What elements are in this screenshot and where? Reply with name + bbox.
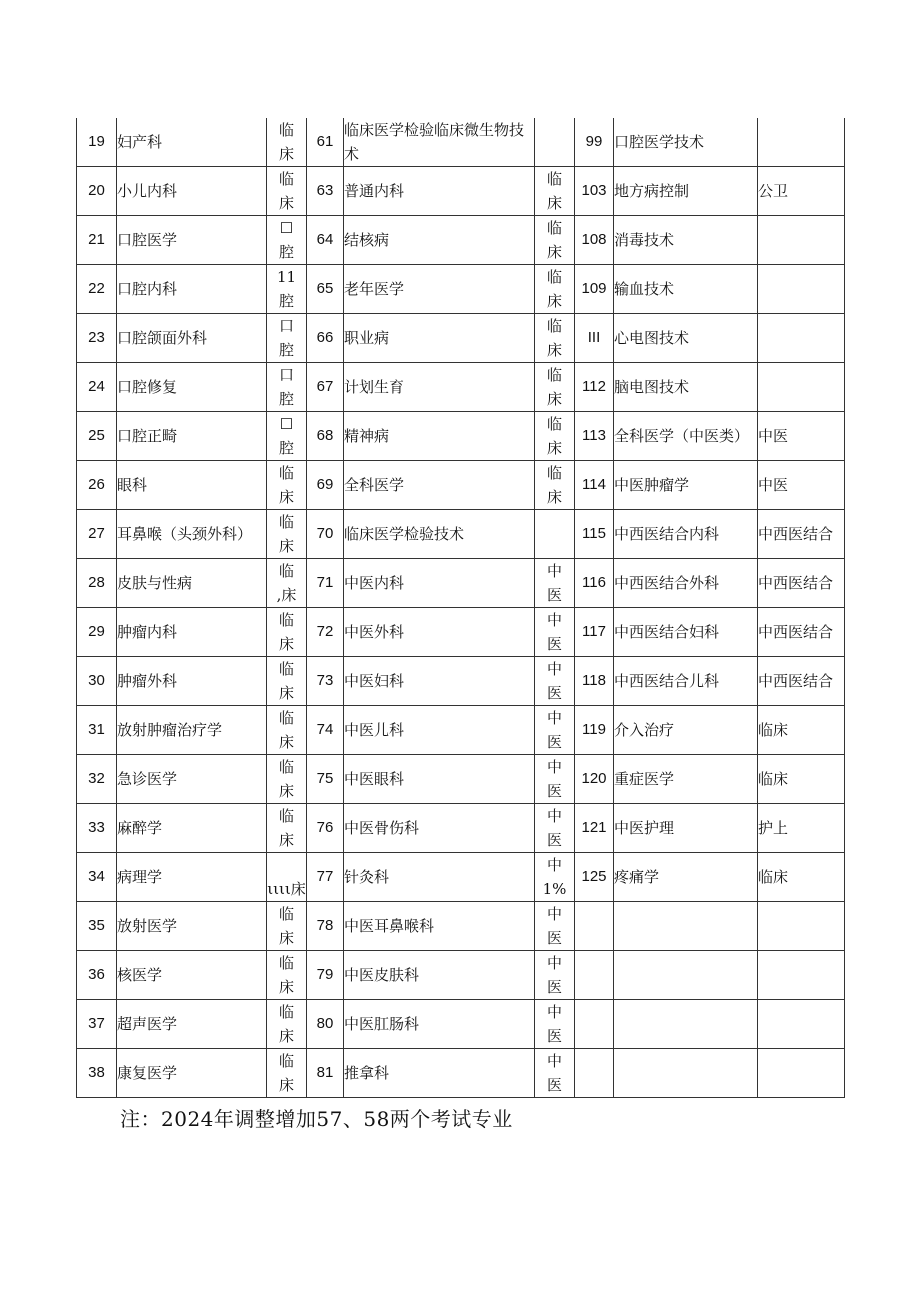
category [758, 951, 845, 1000]
exam-number: 74 [307, 706, 344, 755]
category [535, 657, 575, 706]
category-line: 床 [278, 782, 294, 800]
category [267, 608, 307, 657]
specialty-name: 口腔医学技术 [614, 118, 758, 167]
category-line: 医 [546, 684, 562, 702]
specialty-name [614, 951, 758, 1000]
category [267, 902, 307, 951]
exam-number [575, 902, 614, 951]
specialty-name: 肿瘤内科 [117, 608, 267, 657]
category-line: ιιιι床 [267, 880, 306, 898]
category-line: 床 [546, 439, 562, 457]
category-line: ☐ [279, 219, 294, 237]
exam-number: 70 [307, 510, 344, 559]
specialty-name: 地方病控制 [614, 167, 758, 216]
specialty-table [76, 118, 845, 1098]
category-line: 医 [546, 831, 562, 849]
exam-number: 72 [307, 608, 344, 657]
category-line: 临 [278, 121, 294, 139]
exam-number: 68 [307, 412, 344, 461]
specialty-name: 计划生育 [344, 363, 535, 412]
table-row [77, 314, 845, 363]
category-line: 临 [278, 464, 294, 482]
exam-number: 35 [77, 902, 117, 951]
exam-number: 66 [307, 314, 344, 363]
category [758, 902, 845, 951]
category-line: 床 [278, 488, 294, 506]
exam-number: 120 [575, 755, 614, 804]
footnote: 注：2024年调整增加57、58两个考试专业 [120, 1107, 513, 1131]
exam-number: 29 [77, 608, 117, 657]
category-line: 中 [546, 1052, 562, 1070]
exam-number [575, 1000, 614, 1049]
table-row [77, 951, 845, 1000]
exam-number: 33 [77, 804, 117, 853]
table-row [77, 706, 845, 755]
category [535, 265, 575, 314]
category-line: 临 [546, 415, 562, 433]
category-line [267, 853, 306, 877]
category: 中西医结合 [758, 510, 845, 559]
specialty-name: 核医学 [117, 951, 267, 1000]
category-line: 床 [278, 145, 294, 163]
exam-number: 24 [77, 363, 117, 412]
exam-number: 30 [77, 657, 117, 706]
table-row [77, 412, 845, 461]
specialty-name: 口腔修复 [117, 363, 267, 412]
exam-number: 77 [307, 853, 344, 902]
category-line: 医 [546, 635, 562, 653]
category-line: 医 [546, 586, 562, 604]
category [535, 755, 575, 804]
specialty-name: 介入治疗 [614, 706, 758, 755]
table-row [77, 363, 845, 412]
specialty-name: 耳鼻喉（头颈外科） [117, 510, 267, 559]
exam-number: 112 [575, 363, 614, 412]
category-line: 床 [546, 341, 562, 359]
specialty-name: 超声医学 [117, 1000, 267, 1049]
specialty-name: 疼痛学 [614, 853, 758, 902]
exam-number: 78 [307, 902, 344, 951]
category [535, 510, 575, 559]
category-line [535, 510, 574, 534]
specialty-name: 中西医结合内科 [614, 510, 758, 559]
category-line: 口 [278, 366, 294, 384]
category-line: 11 [276, 268, 297, 286]
category [267, 853, 307, 902]
category-line: 口 [278, 317, 294, 335]
specialty-name: 针灸科 [344, 853, 535, 902]
exam-number: 125 [575, 853, 614, 902]
category-line: 中 [546, 807, 562, 825]
exam-number: 116 [575, 559, 614, 608]
specialty-name: 临床医学检验临床微生物技术 [344, 118, 535, 167]
exam-number: 118 [575, 657, 614, 706]
exam-number: 71 [307, 559, 344, 608]
category-line: 临 [546, 170, 562, 188]
specialty-name: 消毒技术 [614, 216, 758, 265]
category-line: 床 [278, 684, 294, 702]
category-line: 临 [278, 709, 294, 727]
category [758, 265, 845, 314]
category [535, 461, 575, 510]
exam-number: 119 [575, 706, 614, 755]
category-line: 医 [546, 929, 562, 947]
exam-number: 36 [77, 951, 117, 1000]
exam-number: 76 [307, 804, 344, 853]
specialty-name: 妇产科 [117, 118, 267, 167]
exam-number: 34 [77, 853, 117, 902]
category-line: 临 [278, 954, 294, 972]
exam-number: 117 [575, 608, 614, 657]
specialty-name: 康复医学 [117, 1049, 267, 1098]
category-line: 临 [278, 758, 294, 776]
exam-number: 38 [77, 1049, 117, 1098]
specialty-name: 心电图技术 [614, 314, 758, 363]
exam-number: 61 [307, 118, 344, 167]
category-line: 医 [546, 782, 562, 800]
exam-number: 23 [77, 314, 117, 363]
category [758, 363, 845, 412]
category [267, 265, 307, 314]
category [267, 510, 307, 559]
specialty-name: 中医眼科 [344, 755, 535, 804]
exam-number [575, 1049, 614, 1098]
specialty-name: 中医皮肤科 [344, 951, 535, 1000]
category [267, 559, 307, 608]
category-line [535, 142, 574, 166]
category-line: 床 [278, 733, 294, 751]
exam-number: 37 [77, 1000, 117, 1049]
specialty-name [614, 1000, 758, 1049]
category [758, 216, 845, 265]
category-line: 腔 [278, 341, 294, 359]
specialty-name [614, 1049, 758, 1098]
category [267, 461, 307, 510]
category-line: 床 [546, 194, 562, 212]
category-line: 临 [546, 219, 562, 237]
specialty-name: 结核病 [344, 216, 535, 265]
category [267, 412, 307, 461]
category-line: 床 [546, 292, 562, 310]
table-row [77, 1049, 845, 1098]
specialty-name: 放射肿瘤治疗学 [117, 706, 267, 755]
specialty-name: 脑电图技术 [614, 363, 758, 412]
category-line: 临 [546, 464, 562, 482]
category [267, 1000, 307, 1049]
category-line: 临 [278, 905, 294, 923]
category: 中医 [758, 461, 845, 510]
category-line: 中 [546, 611, 562, 629]
category [535, 559, 575, 608]
category-line: 临 [278, 170, 294, 188]
exam-number: 63 [307, 167, 344, 216]
specialty-name: 中西医结合儿科 [614, 657, 758, 706]
category [267, 118, 307, 167]
exam-number: 25 [77, 412, 117, 461]
specialty-name: 中医外科 [344, 608, 535, 657]
category-line: 临 [278, 1052, 294, 1070]
category-line: 腔 [278, 292, 294, 310]
specialty-name: 重症医学 [614, 755, 758, 804]
exam-number: 28 [77, 559, 117, 608]
category [535, 608, 575, 657]
category-line: 床 [278, 831, 294, 849]
specialty-name: 老年医学 [344, 265, 535, 314]
table-row [77, 608, 845, 657]
exam-number: 21 [77, 216, 117, 265]
specialty-name: 普通内科 [344, 167, 535, 216]
specialty-name: 麻醉学 [117, 804, 267, 853]
exam-number: 108 [575, 216, 614, 265]
category [535, 216, 575, 265]
specialty-name: 口腔颌面外科 [117, 314, 267, 363]
exam-number: 79 [307, 951, 344, 1000]
exam-number: 75 [307, 755, 344, 804]
category-line: 腔 [278, 390, 294, 408]
category [535, 167, 575, 216]
category [267, 167, 307, 216]
exam-number: 81 [307, 1049, 344, 1098]
category-line: 1% [542, 880, 567, 898]
category-line: 床 [546, 243, 562, 261]
exam-number: 32 [77, 755, 117, 804]
specialty-name: 全科医学（中医类） [614, 412, 758, 461]
table-row [77, 755, 845, 804]
category [267, 363, 307, 412]
specialty-name [614, 902, 758, 951]
specialty-name: 皮肤与性病 [117, 559, 267, 608]
category [267, 706, 307, 755]
category-line: 中 [546, 660, 562, 678]
category [267, 755, 307, 804]
category [535, 118, 575, 167]
exam-number: 103 [575, 167, 614, 216]
table-row [77, 1000, 845, 1049]
category-line: 床 [546, 390, 562, 408]
category [535, 853, 575, 902]
category-line: 床 [278, 537, 294, 555]
category: 中西医结合 [758, 608, 845, 657]
specialty-name: 放射医学 [117, 902, 267, 951]
category-line: 中 [546, 709, 562, 727]
table-row [77, 510, 845, 559]
category-line: 临 [278, 611, 294, 629]
category-line: 医 [546, 1076, 562, 1094]
specialty-name: 中西医结合妇科 [614, 608, 758, 657]
category-line: 临 [546, 317, 562, 335]
category [267, 804, 307, 853]
category-line: 中 [546, 905, 562, 923]
table-row [77, 902, 845, 951]
specialty-name: 肿瘤外科 [117, 657, 267, 706]
category-line: 医 [546, 733, 562, 751]
specialty-name: 中医儿科 [344, 706, 535, 755]
exam-number: 80 [307, 1000, 344, 1049]
category: 中医 [758, 412, 845, 461]
specialty-name: 中西医结合外科 [614, 559, 758, 608]
table-row [77, 804, 845, 853]
category-line: 医 [546, 978, 562, 996]
category-line: 床 [278, 635, 294, 653]
category-line: 中 [546, 1003, 562, 1021]
category [535, 412, 575, 461]
category [535, 902, 575, 951]
table-row [77, 657, 845, 706]
exam-number: 115 [575, 510, 614, 559]
exam-number: 64 [307, 216, 344, 265]
table-row [77, 167, 845, 216]
category [758, 314, 845, 363]
specialty-name: 小儿内科 [117, 167, 267, 216]
table-row [77, 461, 845, 510]
specialty-name: 中医护理 [614, 804, 758, 853]
category [267, 1049, 307, 1098]
category [535, 804, 575, 853]
table-row [77, 265, 845, 314]
specialty-name: 中医骨伤科 [344, 804, 535, 853]
category [267, 657, 307, 706]
exam-number: 26 [77, 461, 117, 510]
specialty-name: 输血技术 [614, 265, 758, 314]
category-line: ,床 [276, 586, 297, 604]
category: 中西医结合 [758, 657, 845, 706]
table-row [77, 216, 845, 265]
table-row [77, 118, 845, 167]
category-line: 临 [278, 807, 294, 825]
category [535, 363, 575, 412]
exam-number: 19 [77, 118, 117, 167]
category-line: 床 [278, 978, 294, 996]
category-line: 临 [278, 513, 294, 531]
category: 临床 [758, 755, 845, 804]
category-line: 腔 [278, 243, 294, 261]
category [535, 706, 575, 755]
exam-number: 20 [77, 167, 117, 216]
exam-number: 73 [307, 657, 344, 706]
category-line: 临 [546, 366, 562, 384]
table-row [77, 559, 845, 608]
specialty-name: 职业病 [344, 314, 535, 363]
category-line: 中 [546, 758, 562, 776]
category [267, 951, 307, 1000]
category-line: 床 [278, 1027, 294, 1045]
specialty-name: 精神病 [344, 412, 535, 461]
category-line: 临 [278, 660, 294, 678]
exam-number: 22 [77, 265, 117, 314]
specialty-name: 临床医学检验技术 [344, 510, 535, 559]
category [267, 216, 307, 265]
category [535, 951, 575, 1000]
category-line: 医 [546, 1027, 562, 1045]
exam-number: 121 [575, 804, 614, 853]
exam-number [575, 951, 614, 1000]
specialty-name: 中医内科 [344, 559, 535, 608]
specialty-name: 推拿科 [344, 1049, 535, 1098]
category [535, 1049, 575, 1098]
exam-number: 113 [575, 412, 614, 461]
specialty-name: 眼科 [117, 461, 267, 510]
category-line: 床 [278, 1076, 294, 1094]
exam-number: 67 [307, 363, 344, 412]
specialty-name: 急诊医学 [117, 755, 267, 804]
specialty-name: 口腔医学 [117, 216, 267, 265]
specialty-name: 中医肛肠科 [344, 1000, 535, 1049]
exam-number: 114 [575, 461, 614, 510]
specialty-name: 口腔正畸 [117, 412, 267, 461]
exam-number: 99 [575, 118, 614, 167]
table-row [77, 853, 845, 902]
exam-number: 31 [77, 706, 117, 755]
exam-number: 65 [307, 265, 344, 314]
exam-number: 109 [575, 265, 614, 314]
category-line: 床 [278, 929, 294, 947]
specialty-name: 中医肿瘤学 [614, 461, 758, 510]
exam-number: 69 [307, 461, 344, 510]
category-line: 临 [278, 1003, 294, 1021]
category [758, 118, 845, 167]
category [267, 314, 307, 363]
category-line: 床 [278, 194, 294, 212]
category-line: 临 [278, 562, 294, 580]
category-line: 床 [546, 488, 562, 506]
category [535, 1000, 575, 1049]
exam-number: 27 [77, 510, 117, 559]
category: 中西医结合 [758, 559, 845, 608]
category-line [535, 534, 574, 558]
category: 临床 [758, 706, 845, 755]
category-line: 腔 [278, 439, 294, 457]
specialty-name: 病理学 [117, 853, 267, 902]
table-body [77, 118, 845, 1098]
specialty-name: 中医耳鼻喉科 [344, 902, 535, 951]
category-line: 中 [546, 856, 562, 874]
category [758, 1000, 845, 1049]
category [758, 1049, 845, 1098]
category-line [535, 118, 574, 142]
exam-number: III [575, 314, 614, 363]
category [535, 314, 575, 363]
category: 临床 [758, 853, 845, 902]
specialty-name: 口腔内科 [117, 265, 267, 314]
category: 护上 [758, 804, 845, 853]
specialty-name: 全科医学 [344, 461, 535, 510]
category: 公卫 [758, 167, 845, 216]
category-line: 临 [546, 268, 562, 286]
category-line: ☐ [279, 415, 294, 433]
specialty-name: 中医妇科 [344, 657, 535, 706]
category-line: 中 [546, 954, 562, 972]
category-line: 中 [546, 562, 562, 580]
